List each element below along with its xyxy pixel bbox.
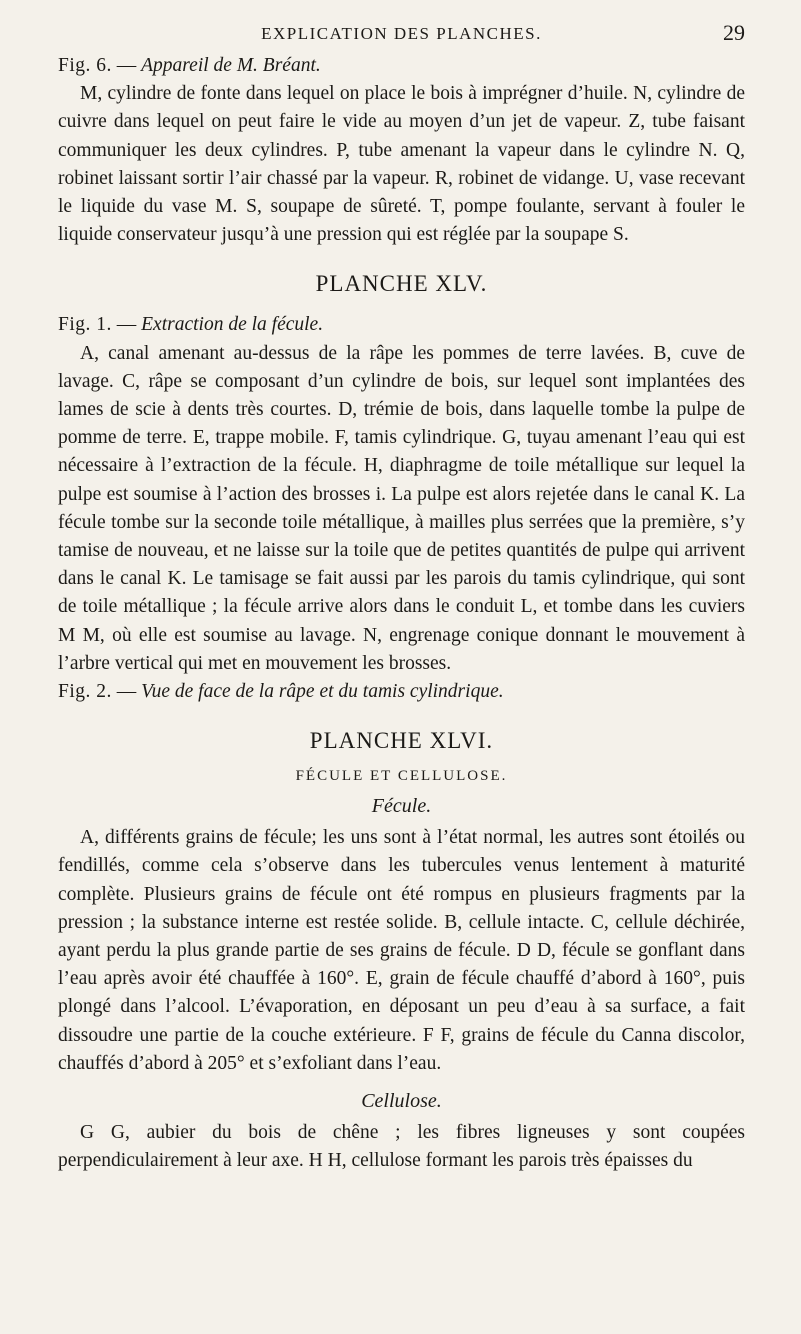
planche-45-fig-1-caption	[58, 311, 745, 339]
section-cellulose-text: G G, aubier du bois de chêne ; les fibres ligneuses y sont coupées perpendiculairement à leur axe. H H, cellulose formant les parois très épaisses du	[58, 1122, 745, 1172]
section-cellulose-title: Cellulose.	[361, 1090, 442, 1113]
planche-45-heading: PLANCHE XLV.	[315, 271, 488, 297]
fig-6-caption	[58, 52, 745, 80]
planche-45-fig-2-caption	[58, 678, 745, 706]
planche-46-heading: PLANCHE XLVI.	[309, 728, 494, 754]
page-number: 29	[723, 20, 745, 45]
planche-45-fig-1-title: Extraction de la fécule.	[141, 314, 324, 336]
fig-6-number: Fig. 6.	[58, 55, 112, 76]
planche-46-subheading: FÉCULE ET CELLULOSE.	[295, 768, 508, 785]
planche-45-fig-1-dash: —	[111, 314, 142, 336]
fig-6-description: M, cylindre de fonte dans lequel on place le bois à imprégner d’huile. N, cylindre de cuivre dans lequel on peut faire le vide au moyen d’un jet de vapeur. Z, tube faisant communiquer les deux cylindres. P, tube amenant la vapeur dans le cylindre N. Q, robinet laissant sortir l’air chassé par la vapeur. R, robinet de vidange. U, vase recevant le liquide du vase M. S, soupape de sûreté. T, pompe foulante, servant à fouler le liquide conservateur jusqu’à une pression qui est réglée par la soupape S.	[58, 83, 745, 246]
planche-45-fig-1-description: A, canal amenant au-dessus de la râpe les pommes de terre lavées. B, cuve de lavage. C, râpe se composant d’un cylindre de bois, sur lequel sont implantées des lames de scie à dents très courtes. D, trémie de bois, dans laquelle tombe la pulpe de pomme de terre. E, trappe mobile. F, tamis cylindrique. G, tuyau amenant l’eau qui est nécessaire à l’extraction de la fécule. H, diaphragme de toile métallique sur lequel la pulpe est soumise à l’action des brosses i. La pulpe est alors rejetée dans le canal K. La fécule tombe sur la seconde toile métallique, à mailles plus serrées que la première, s’y tamise de nouveau, et ne laisse sur la toile que de petites quantités de pulpe qui arrivent dans le canal K. Le tamisage se fait aussi par les parois du tamis cylindrique, qui sont de toile métallique ; la fécule arrive alors dans le conduit L, et tombe dans les cuviers M M, où elle est soumise au lavage. N, engrenage conique donnant le mouvement à l’arbre vertical qui met en mouvement les brosses.	[58, 342, 745, 674]
running-title: EXPLICATION DES PLANCHES.	[261, 24, 542, 43]
planche-45-fig-2-number: Fig. 2.	[58, 681, 112, 703]
fig-6-title: Appareil de M. Bréant.	[141, 55, 321, 76]
section-fecule-title: Fécule.	[371, 795, 432, 818]
running-head	[58, 14, 745, 48]
section-fecule-text: A, différents grains de fécule; les uns sont à l’état normal, les autres sont étoilés ou fendillés, comme cela s’observe dans les tubercules venus lentement à maturité complète. Plusieurs grains de fécule ont été rompus en plusieurs fragments par la pression ; la substance interne est restée solide. B, cellule intacte. C, cellule déchirée, ayant perdu la plus grande partie de ses grains de fécule. D D, fécule se gonflant dans l’eau après avoir été chauffée à 160°. E, grain de fécule chauffé d’abord à 160°, puis plongé dans l’alcool. L’évaporation, en déposant un peu d’eau à sa surface, a fait dissoudre une partie de la couche extérieure. F F, grains de fécule du Canna discolor, chauffés d’abord à 205° et s’exfoliant dans l’eau.	[58, 827, 745, 1074]
planche-45-fig-2-dash: —	[111, 681, 142, 703]
planche-45-fig-2-title: Vue de face de la râpe et du tamis cylindrique.	[141, 681, 504, 703]
fig-6-dash: —	[111, 55, 142, 76]
planche-45-fig-1-number: Fig. 1.	[58, 314, 112, 336]
